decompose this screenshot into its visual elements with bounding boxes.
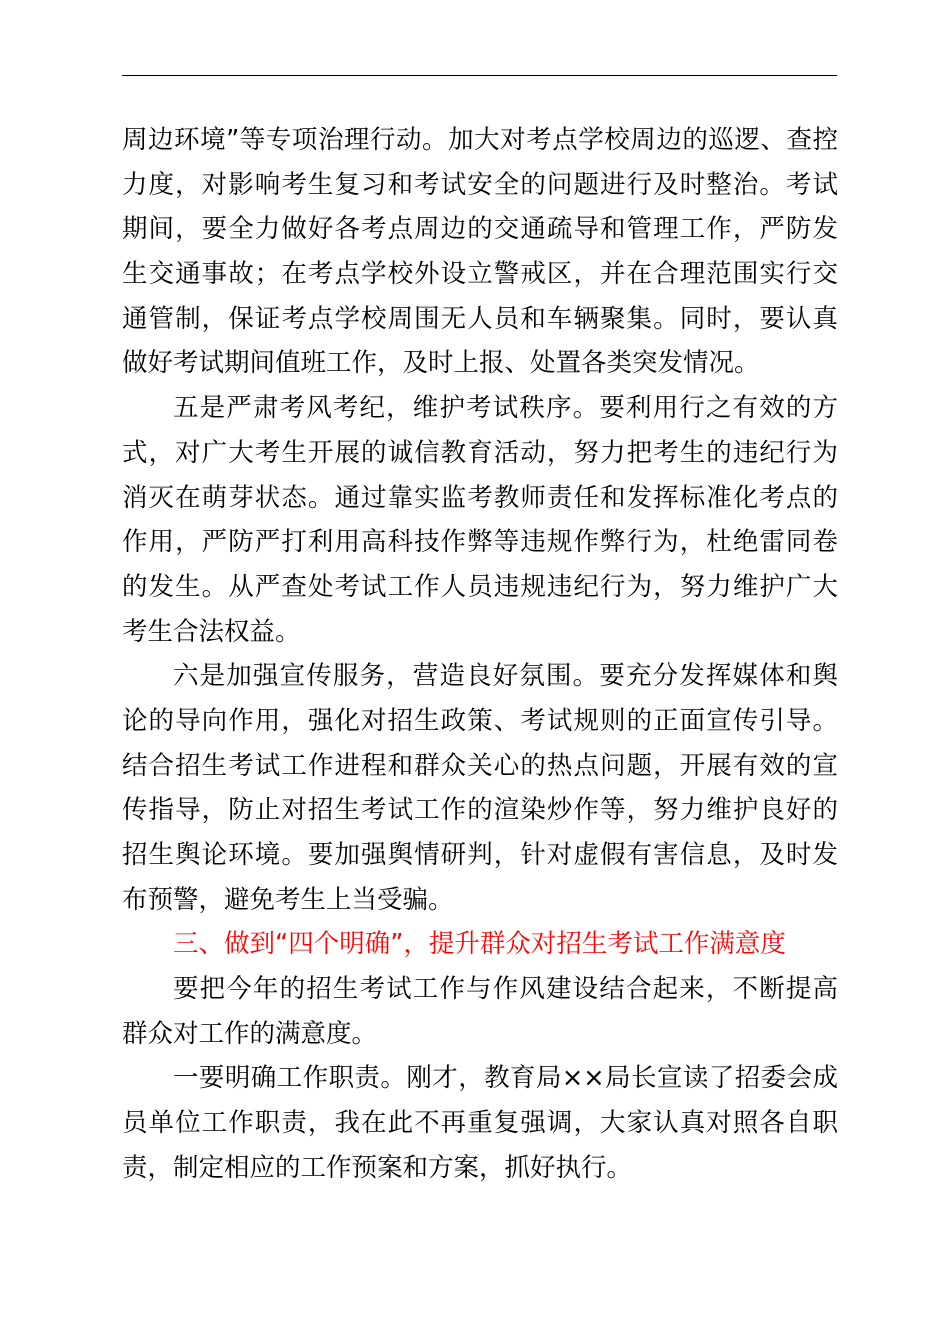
paragraph-line: 的发生。从严查处考试工作人员违规违纪行为，努力维护广大 [122, 571, 838, 602]
paragraph-line: 群众对工作的满意度。 [122, 1018, 378, 1049]
paragraph-line: 招生舆论环境。要加强舆情研判，针对虚假有害信息，及时发 [122, 840, 838, 870]
paragraph-line: 考生合法权益。 [122, 616, 301, 647]
paragraph-line: 传指导，防止对招生考试工作的渲染炒作等，努力维护良好的 [122, 795, 838, 826]
paragraph-line: 期间，要全力做好各考点周边的交通疏导和管理工作，严防发 [122, 214, 838, 245]
paragraph-line: 一要明确工作职责。刚才，教育局××局长宣读了招委会成 [173, 1063, 838, 1094]
paragraph-line: 责，制定相应的工作预案和方案，抓好执行。 [122, 1152, 633, 1183]
paragraph-line: 六是加强宣传服务，营造良好氛围。要充分发挥媒体和舆 [173, 661, 838, 692]
document-body [122, 118, 838, 1191]
paragraph-line: 式，对广大考生开展的诚信教育活动，努力把考生的违纪行为 [122, 437, 838, 468]
paragraph-line: 生交通事故；在考点学校外设立警戒区，并在合理范围实行交 [122, 259, 838, 290]
header-rule [122, 75, 837, 76]
paragraph-line: 员单位工作职责，我在此不再重复强调，大家认真对照各自职 [122, 1108, 838, 1139]
paragraph-line: 作用，严防严打利用高科技作弊等违规作弊行为，杜绝雷同卷 [122, 527, 838, 558]
paragraph-line: 力度，对影响考生复习和考试安全的问题进行及时整治。考试 [122, 169, 838, 200]
paragraph-line: 论的导向作用，强化对招生政策、考试规则的正面宣传引导。 [122, 705, 838, 736]
paragraph-line: 布预警，避免考生上当受骗。 [122, 884, 454, 915]
paragraph-line: 要把今年的招生考试工作与作风建设结合起来，不断提高 [173, 974, 838, 1005]
section-heading: 三、做到“四个明确”，提升群众对招生考试工作满意度 [173, 929, 786, 960]
paragraph-line: 通管制，保证考点学校周围无人员和车辆聚集。同时，要认真 [122, 303, 838, 334]
paragraph-line: 消灭在萌芽状态。通过靠实监考教师责任和发挥标准化考点的 [122, 482, 838, 513]
paragraph-line: 五是严肃考风考纪，维护考试秩序。要利用行之有效的方 [173, 393, 838, 424]
paragraph-line: 周边环境”等专项治理行动。加大对考点学校周边的巡逻、查控 [122, 125, 838, 155]
paragraph-line: 结合招生考试工作进程和群众关心的热点问题，开展有效的宣 [122, 750, 838, 781]
paragraph-line: 做好考试期间值班工作，及时上报、处置各类突发情况。 [122, 348, 760, 379]
